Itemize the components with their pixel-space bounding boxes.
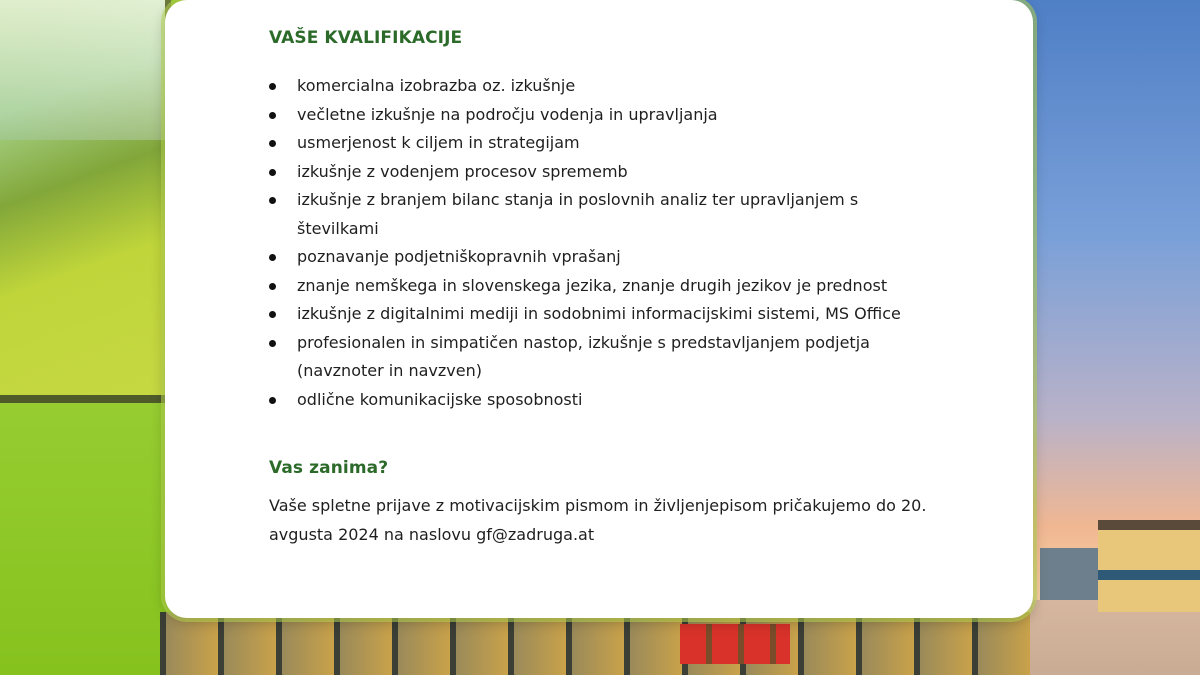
qualifications-list (269, 72, 1003, 414)
list-item (269, 101, 937, 130)
bullet-icon (269, 397, 276, 404)
bullet-icon (269, 311, 276, 318)
bullet-icon (269, 197, 276, 204)
bullet-icon (269, 169, 276, 176)
list-item (269, 186, 937, 243)
job-posting-card (165, 0, 1033, 618)
list-item-text: odlične komunikacijske sposobnosti (297, 389, 583, 409)
list-item-text: profesionalen in simpatičen nastop, izkušnje s predstavljanjem podjetja (navznoter in navzven) (297, 332, 870, 380)
interest-heading: Vas zanima? (269, 458, 389, 478)
list-item (269, 272, 937, 301)
store-front (160, 612, 1040, 675)
bullet-icon (269, 254, 276, 261)
list-item-text: izkušnje z digitalnimi mediji in sodobnimi informacijskimi sistemi, MS Office (297, 304, 901, 323)
list-item-text: usmerjenost k ciljem in strategijam (297, 133, 580, 152)
application-instructions: Vaše spletne prijave z motivacijskim pismom in življenjepisom pričakujemo do 20. avgusta 2024 na naslovu gf@zadruga.at (269, 496, 927, 544)
list-item-text: izkušnje z branjem bilanc stanja in poslovnih analiz ter upravljanjem s številkami (297, 190, 859, 238)
list-item (269, 386, 937, 415)
bullet-icon (269, 112, 276, 119)
list-item (269, 243, 937, 272)
list-item (269, 129, 937, 158)
list-item (269, 300, 937, 329)
list-item (269, 158, 937, 187)
list-item-text: večletne izkušnje na področju vodenja in upravljanja (297, 104, 718, 124)
facade-frame (0, 395, 170, 403)
list-item-text: poznavanje podjetniškopravnih vprašanj (297, 247, 621, 266)
list-item-text: komercialna izobrazba oz. izkušnje (297, 76, 576, 95)
qualifications-heading: VAŠE KVALIFIKACIJE (269, 28, 463, 48)
list-item (269, 72, 937, 101)
bullet-icon (269, 140, 276, 147)
side-building (1040, 548, 1100, 600)
bullet-icon (269, 283, 276, 290)
house (1098, 520, 1200, 612)
bullet-icon (269, 83, 276, 90)
glass-facade (0, 0, 171, 400)
list-item-text: znanje nemškega in slovenskega jezika, znanje drugih jezikov je prednost (297, 275, 888, 295)
list-item (269, 329, 937, 386)
list-item-text: izkušnje z vodenjem procesov sprememb (297, 161, 628, 181)
bullet-icon (269, 340, 276, 347)
